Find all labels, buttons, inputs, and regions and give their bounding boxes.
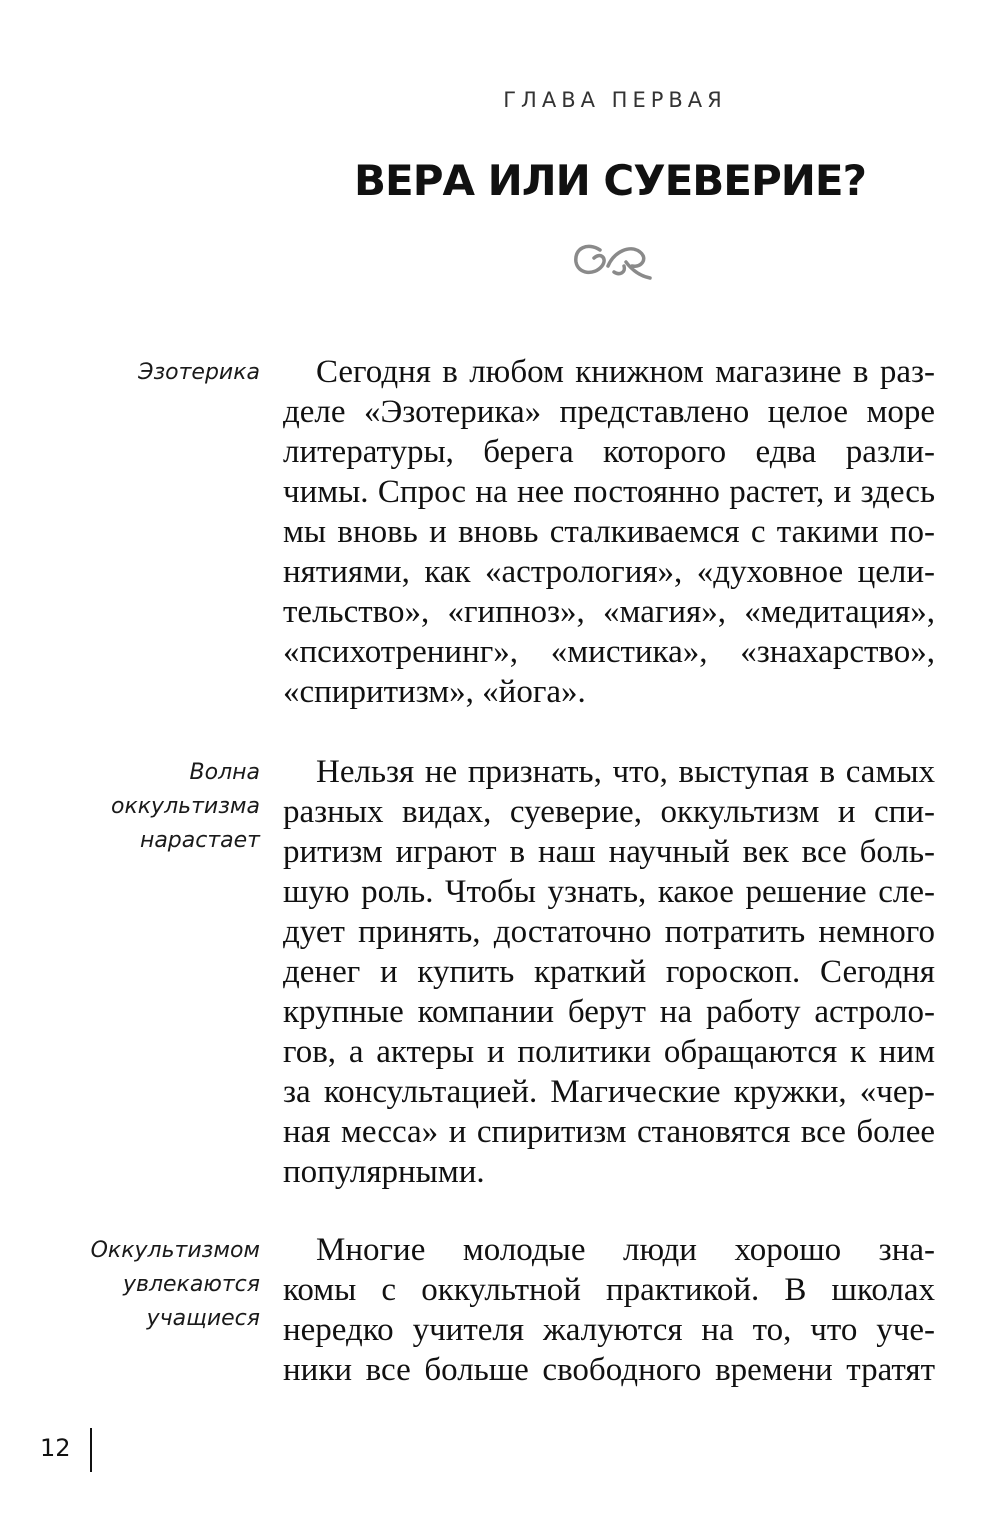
text-line: литературы, берега которого едва разли- bbox=[283, 434, 935, 470]
paragraph bbox=[283, 1230, 935, 1390]
text-line: Нельзя не признать, что, выступая в самых bbox=[316, 754, 935, 790]
text-line: дует принять, достаточно потратить немного bbox=[283, 914, 935, 950]
page-number-box bbox=[32, 1428, 92, 1472]
margin-note bbox=[30, 356, 260, 390]
text-line: Сегодня в любом книжном магазине в раз- bbox=[316, 354, 935, 390]
text-line: «спиритизм», «йога». bbox=[283, 674, 586, 710]
swirl-ornament-icon bbox=[570, 236, 654, 282]
paragraph bbox=[283, 752, 935, 1192]
text-line: Многие молодые люди хорошо зна- bbox=[316, 1232, 935, 1268]
chapter-label: ГЛАВА ПЕРВАЯ bbox=[503, 88, 727, 112]
text-line: шую роль. Чтобы узнать, какое решение сле- bbox=[283, 874, 935, 910]
margin-note bbox=[30, 756, 260, 858]
margin-note bbox=[30, 1234, 260, 1336]
margin-note-line: нарастает bbox=[139, 828, 260, 853]
text-line: тельство», «гипноз», «магия», «медитация», bbox=[283, 594, 935, 630]
page-number: 12 bbox=[40, 1434, 71, 1462]
text-line: разных видах, суеверие, оккультизм и спи- bbox=[283, 794, 935, 830]
text-line: ная месса» и спиритизм становятся все более bbox=[283, 1114, 935, 1150]
text-line: ритизм играют в наш научный век все боль- bbox=[283, 834, 935, 870]
text-line: денег и купить краткий гороскоп. Сегодня bbox=[283, 954, 935, 990]
text-line: крупные компании берут на работу астроло- bbox=[283, 994, 935, 1030]
text-line: за консультацией. Магические кружки, «чер- bbox=[283, 1074, 935, 1110]
margin-note-line: увлекаются bbox=[122, 1272, 260, 1297]
text-line: ники все больше свободного времени тратят bbox=[283, 1352, 935, 1388]
margin-note-line: оккультизма bbox=[111, 794, 260, 819]
text-line: нятиями, как «астрология», «духовное цели- bbox=[283, 554, 935, 590]
margin-note-line: Эзотерика bbox=[138, 360, 260, 385]
margin-note-line: Оккультизмом bbox=[90, 1238, 260, 1263]
text-line: чимы. Спрос на нее постоянно растет, и здесь bbox=[283, 474, 935, 510]
text-line: «психотренинг», «мистика», «знахарство», bbox=[283, 634, 935, 670]
text-line: нередко учителя жалуются на то, что уче- bbox=[283, 1312, 935, 1348]
text-line: мы вновь и вновь сталкиваемся с такими по- bbox=[283, 514, 935, 550]
paragraph bbox=[283, 352, 935, 712]
chapter-title: ВЕРА ИЛИ СУЕВЕРИЕ? bbox=[353, 156, 866, 205]
text-line: гов, а актеры и политики обращаются к ним bbox=[283, 1034, 935, 1070]
margin-note-line: учащиеся bbox=[146, 1306, 260, 1331]
text-line: деле «Эзотерика» представлено целое море bbox=[283, 394, 935, 430]
text-line: комы с оккультной практикой. В школах bbox=[283, 1272, 935, 1308]
text-line: популярными. bbox=[283, 1154, 485, 1190]
margin-note-line: Волна bbox=[189, 760, 260, 785]
